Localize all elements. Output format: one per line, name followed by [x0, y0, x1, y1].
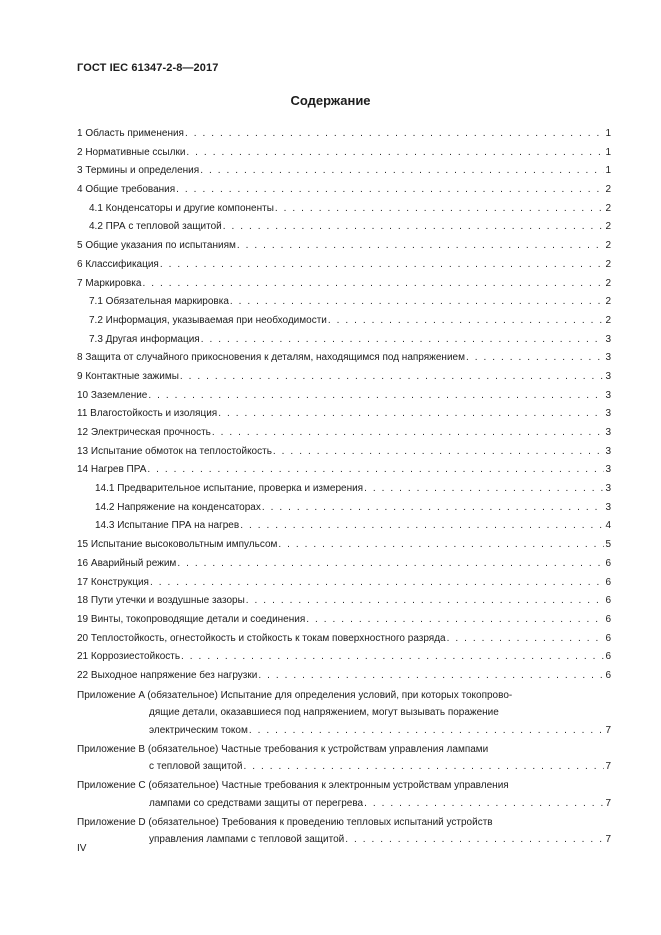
toc-entry-page: 3 — [605, 445, 611, 457]
annex-entry[interactable] — [77, 687, 611, 741]
dot-leader — [218, 405, 604, 424]
annex-last-line — [77, 758, 611, 776]
annex-list — [77, 687, 611, 851]
toc-entry-label: 5 Общие указания по испытаниям — [77, 240, 236, 252]
dot-leader — [237, 237, 605, 256]
toc-entry[interactable] — [77, 555, 611, 574]
toc-entry-label: 7 Маркировка — [77, 277, 142, 289]
dot-leader — [185, 125, 604, 144]
dot-leader — [278, 536, 604, 555]
toc-entry[interactable] — [77, 592, 611, 611]
toc-entry[interactable] — [77, 387, 611, 406]
toc-entry-label: 7.2 Информация, указываемая при необходимости — [89, 314, 327, 326]
toc-entry-label: 4.2 ПРА с тепловой защитой — [89, 221, 222, 233]
toc-entry-page: 2 — [605, 240, 611, 252]
dot-leader — [249, 722, 605, 740]
toc-entry-label: 21 Коррозиестойкость — [77, 651, 181, 663]
dot-leader — [262, 499, 605, 518]
toc-entry-page: 3 — [605, 408, 611, 420]
annex-last-label: управления лампами с тепловой защитой — [149, 834, 345, 846]
toc-entry[interactable] — [77, 405, 611, 424]
toc-entry-page: 3 — [605, 483, 611, 495]
toc-entry[interactable] — [77, 480, 611, 499]
dot-leader — [364, 795, 604, 813]
dot-leader — [180, 368, 605, 387]
dot-leader — [150, 574, 604, 593]
toc-entry-label: 8 Защита от случайного прикосновения к деталям, находящимся под напряжением — [77, 352, 465, 364]
toc-entry-page: 6 — [605, 651, 611, 663]
annex-page: 7 — [605, 724, 611, 736]
toc-entry[interactable] — [77, 648, 611, 667]
toc-entry-label: 4 Общие требования — [77, 184, 176, 196]
toc-entry-page: 3 — [605, 501, 611, 513]
toc-entry[interactable] — [77, 312, 611, 331]
toc-entry[interactable] — [77, 517, 611, 536]
toc-entry-page: 2 — [605, 296, 611, 308]
toc-entry-label: 17 Конструкция — [77, 576, 149, 588]
annex-last-label: лампами со средствами защиты от перегрева — [149, 797, 364, 809]
toc-entry[interactable] — [77, 237, 611, 256]
dot-leader — [200, 162, 604, 181]
dot-leader — [306, 611, 604, 630]
toc-entry-label: 13 Испытание обмоток на теплостойкость — [77, 445, 272, 457]
dot-leader — [240, 517, 604, 536]
dot-leader — [328, 312, 605, 331]
toc-entry[interactable] — [77, 667, 611, 686]
toc-entry-label: 19 Винты, токопроводящие детали и соединения — [77, 613, 306, 625]
toc-entry-label: 22 Выходное напряжение без нагрузки — [77, 669, 258, 681]
annex-heading: Приложение C (обязательное) Частные требования к электронным устройствам управления — [77, 780, 509, 792]
toc-entry-page: 4 — [605, 520, 611, 532]
toc-entry[interactable] — [77, 331, 611, 350]
toc-entry[interactable] — [77, 293, 611, 312]
dot-leader — [142, 275, 604, 294]
dot-leader — [275, 200, 605, 219]
annex-entry[interactable] — [77, 741, 611, 778]
annex-heading: Приложение B (обязательное) Частные требования к устройствам управления лампами — [77, 743, 489, 755]
annex-page: 7 — [605, 834, 611, 846]
annex-entry[interactable] — [77, 777, 611, 814]
dot-leader — [201, 331, 605, 350]
annex-page: 7 — [605, 761, 611, 773]
toc-entry-page: 6 — [605, 557, 611, 569]
toc-entry-page: 1 — [605, 146, 611, 158]
toc-entry-page: 6 — [605, 595, 611, 607]
toc-entry-page: 3 — [605, 427, 611, 438]
toc-entry-page: 2 — [605, 258, 611, 270]
toc-entry-label: 7.3 Другая информация — [89, 333, 200, 345]
toc-entry-page: 2 — [605, 202, 611, 214]
dot-leader — [345, 831, 604, 849]
toc-entry-page: 3 — [605, 333, 611, 345]
toc-entry-page: 6 — [605, 613, 611, 625]
toc-entry-label: 18 Пути утечки и воздушные зазоры — [77, 595, 245, 607]
toc-entry[interactable] — [77, 218, 611, 237]
annex-page: 7 — [605, 797, 611, 809]
toc-entry-page: 5 — [605, 539, 611, 551]
page-title: Содержание — [290, 93, 371, 108]
toc-entry[interactable] — [77, 424, 611, 443]
toc-entry[interactable] — [77, 443, 611, 462]
toc-entry[interactable] — [77, 536, 611, 555]
toc-entry-label: 14 Нагрев ПРА — [77, 464, 147, 476]
toc-entry-page: 2 — [605, 184, 611, 196]
toc-entry[interactable] — [77, 256, 611, 275]
toc-entry-page: 3 — [605, 352, 611, 364]
toc-entry[interactable] — [77, 630, 611, 649]
toc-entry-page: 2 — [605, 277, 611, 289]
toc-entry[interactable] — [77, 275, 611, 294]
document-code: ГОСТ IEC 61347-2-8—2017 — [77, 62, 219, 74]
toc-entry[interactable] — [77, 162, 611, 181]
toc-entry-page: 6 — [605, 576, 611, 588]
toc-entry-label: 14.1 Предварительное испытание, проверка и измерения — [95, 483, 364, 495]
dot-leader — [230, 293, 605, 312]
toc-entry[interactable] — [77, 611, 611, 630]
toc-entry-label: 15 Испытание высоковольтным импульсом — [77, 539, 278, 551]
toc-entry[interactable] — [77, 144, 611, 163]
toc-entry-page: 2 — [605, 314, 611, 326]
annex-spacer — [77, 849, 611, 851]
annex-last-line — [77, 795, 611, 813]
annex-continuation: дящие детали, оказавшиеся под напряжением, могут вызывать поражение — [149, 707, 499, 719]
toc-entry-label: 7.1 Обязательная маркировка — [89, 296, 229, 308]
toc-entry[interactable] — [77, 461, 611, 480]
toc-entry-label: 10 Заземление — [77, 389, 148, 401]
dot-leader — [176, 181, 604, 200]
toc-entry[interactable] — [77, 499, 611, 518]
dot-leader — [223, 218, 605, 237]
toc-entry-label: 14.2 Напряжение на конденсаторах — [95, 501, 261, 513]
toc-entry[interactable] — [77, 574, 611, 593]
toc-entry-page: 2 — [605, 221, 611, 233]
toc-entry-label: 16 Аварийный режим — [77, 557, 177, 569]
toc-entry-page: 6 — [605, 669, 611, 681]
toc-entry-page: 3 — [605, 389, 611, 401]
toc-entry-label: 1 Область применения — [77, 128, 184, 139]
annex-heading: Приложение D (обязательное) Требования к проведению тепловых испытаний устройств — [77, 816, 493, 828]
table-of-contents — [77, 125, 611, 850]
dot-leader — [364, 480, 604, 499]
annex-last-line — [77, 722, 611, 740]
dot-leader — [148, 387, 604, 406]
toc-entry[interactable] — [77, 125, 611, 144]
toc-entry[interactable] — [77, 200, 611, 219]
dot-leader — [177, 555, 604, 574]
dot-leader — [147, 461, 604, 480]
dot-leader — [243, 758, 604, 776]
toc-entry-page: 6 — [605, 632, 611, 644]
page-number: IV — [77, 843, 87, 854]
dot-leader — [273, 443, 605, 462]
toc-entry-label: 20 Теплостойкость, огнестойкость и стойкость к токам поверхностного разряда — [77, 632, 446, 644]
dot-leader — [258, 667, 604, 686]
toc-entry-label: 9 Контактные зажимы — [77, 370, 179, 382]
toc-entry[interactable] — [77, 368, 611, 387]
dot-leader — [246, 592, 605, 611]
toc-entry[interactable] — [77, 349, 611, 368]
toc-entry-page: 1 — [605, 128, 611, 139]
dot-leader — [181, 648, 604, 667]
annex-heading: Приложение A (обязательное) Испытание для определения условий, при которых токопрово- — [77, 689, 513, 701]
annex-last-line — [77, 831, 611, 849]
dot-leader — [186, 144, 604, 163]
toc-entry-label: 11 Влагостойкость и изоляция — [77, 408, 218, 420]
toc-entry-label: 12 Электрическая прочность — [77, 427, 211, 438]
toc-entry-label: 3 Термины и определения — [77, 165, 200, 177]
dot-leader — [447, 630, 605, 649]
toc-entry-label: 14.3 Испытание ПРА на нагрев — [95, 520, 240, 532]
dot-leader — [160, 256, 605, 275]
dot-leader — [212, 424, 605, 443]
annex-entry[interactable] — [77, 814, 611, 851]
toc-entry[interactable] — [77, 181, 611, 200]
toc-entry-label: 6 Классификация — [77, 258, 159, 270]
annex-last-label: с тепловой защитой — [149, 761, 243, 773]
dot-leader — [466, 349, 604, 368]
toc-entry-label: 4.1 Конденсаторы и другие компоненты — [89, 202, 274, 214]
toc-entry-page: 3 — [605, 370, 611, 382]
toc-entry-page: 1 — [605, 165, 611, 177]
toc-entry-label: 2 Нормативные ссылки — [77, 146, 186, 158]
annex-last-label: электрическим током — [149, 724, 248, 736]
toc-entry-page: 3 — [605, 464, 611, 476]
